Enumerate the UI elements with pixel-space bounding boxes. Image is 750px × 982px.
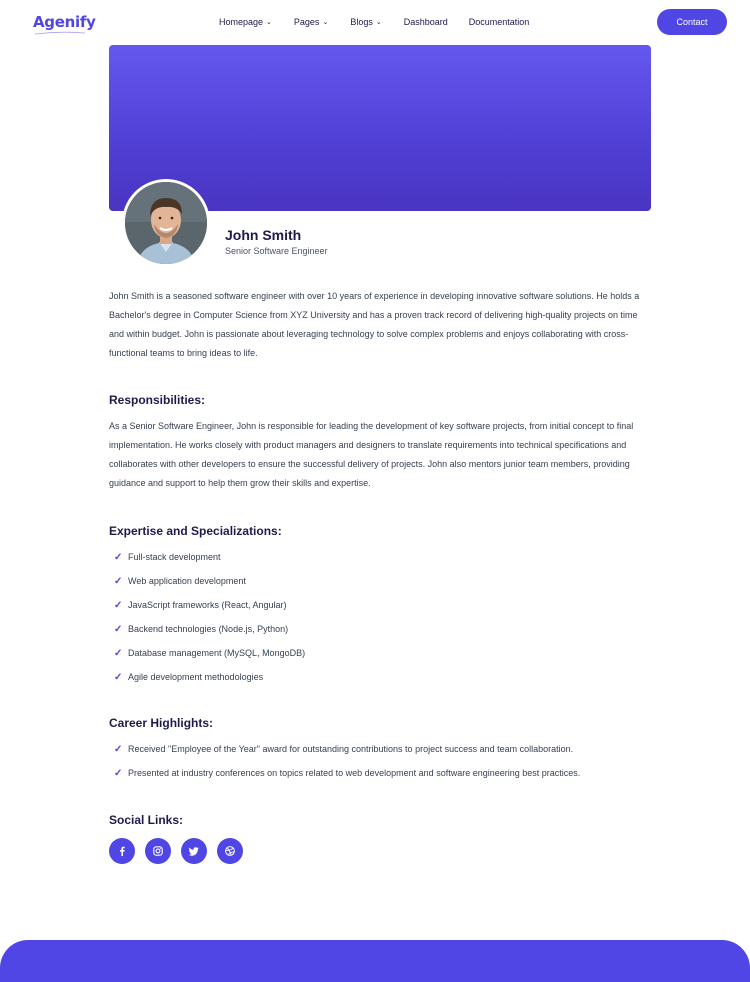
nav-label: Documentation bbox=[468, 17, 530, 27]
list-item-text: JavaScript frameworks (React, Angular) bbox=[128, 600, 287, 610]
person-portrait-icon bbox=[125, 182, 207, 264]
twitter-icon bbox=[188, 845, 200, 857]
profile-photo bbox=[125, 182, 207, 264]
facebook-icon bbox=[116, 845, 128, 857]
nav-pages[interactable] bbox=[294, 17, 328, 27]
responsibilities-text: As a Senior Software Engineer, John is responsible for leading the development of key software projects, from initial concept to final implementation. He works closely with product managers and designers to translate requirements into technical specifications and collaborates with other developers to ensure the successful delivery of projects. John also mentors junior team members, providing guidance and support to help them grow their skills and expertise. bbox=[109, 421, 634, 488]
list-item bbox=[114, 617, 305, 641]
chevron-down-icon: ⌄ bbox=[266, 19, 272, 26]
check-icon: ✓ bbox=[114, 743, 123, 755]
list-item-text: Full-stack development bbox=[128, 552, 221, 562]
list-item-text: Presented at industry conferences on topics related to web development and software engineering best practices. bbox=[128, 768, 581, 778]
check-icon: ✓ bbox=[114, 767, 123, 779]
contact-button[interactable]: Contact bbox=[657, 9, 727, 35]
list-item-text: Database management (MySQL, MongoDB) bbox=[128, 648, 306, 658]
list-item bbox=[114, 665, 305, 689]
list-item bbox=[114, 761, 580, 785]
profile-role: Senior Software Engineer bbox=[225, 246, 328, 256]
nav-documentation[interactable] bbox=[469, 17, 530, 27]
chevron-down-icon: ⌄ bbox=[375, 19, 382, 26]
nav-label: Dashboard bbox=[403, 17, 448, 27]
list-item bbox=[114, 569, 305, 593]
avatar bbox=[122, 179, 210, 267]
list-item bbox=[114, 593, 305, 617]
nav-label: Pages bbox=[293, 17, 320, 27]
chevron-down-icon: ⌄ bbox=[322, 19, 329, 26]
check-icon: ✓ bbox=[114, 599, 123, 611]
instagram-link[interactable] bbox=[145, 838, 171, 864]
site-header bbox=[0, 0, 750, 45]
highlights-list bbox=[114, 737, 580, 785]
facebook-link[interactable] bbox=[109, 838, 135, 864]
check-icon: ✓ bbox=[114, 551, 123, 563]
instagram-icon bbox=[152, 845, 164, 857]
nav-homepage[interactable] bbox=[219, 17, 272, 27]
dribbble-link[interactable] bbox=[217, 838, 243, 864]
section-title-social: Social Links: bbox=[109, 813, 184, 827]
profile-name: John Smith bbox=[225, 227, 302, 243]
check-icon: ✓ bbox=[114, 575, 123, 587]
nav-dashboard[interactable] bbox=[404, 17, 448, 27]
list-item bbox=[114, 641, 305, 665]
nav-blogs[interactable] bbox=[350, 17, 381, 27]
section-title-highlights: Career Highlights: bbox=[109, 716, 214, 730]
list-item-text: Web application development bbox=[128, 576, 246, 586]
twitter-link[interactable] bbox=[181, 838, 207, 864]
list-item-text: Received "Employee of the Year" award for outstanding contributions to project success and team collaboration. bbox=[128, 744, 574, 754]
check-icon: ✓ bbox=[114, 623, 123, 635]
list-item bbox=[114, 545, 305, 569]
list-item-text: Agile development methodologies bbox=[128, 672, 264, 682]
logo-swoosh bbox=[34, 31, 86, 35]
nav-label: Blogs bbox=[350, 17, 373, 27]
section-title-expertise: Expertise and Specializations: bbox=[109, 524, 282, 538]
list-item-text: Backend technologies (Node.js, Python) bbox=[128, 624, 289, 634]
social-links bbox=[109, 838, 243, 864]
check-icon: ✓ bbox=[114, 671, 123, 683]
main-nav bbox=[219, 17, 529, 27]
footer bbox=[0, 940, 750, 982]
dribbble-icon bbox=[224, 845, 236, 857]
section-title-responsibilities: Responsibilities: bbox=[109, 393, 206, 407]
profile-bio: John Smith is a seasoned software engineer with over 10 years of experience in developing innovative software solutions. He holds a Bachelor's degree in Computer Science from XYZ University and has a proven track record of delivering high-quality projects on time and within budget. John is passionate about leveraging technology to solve complex problems and enjoys collaborating with cross-functional teams to bring ideas to life. bbox=[109, 291, 640, 358]
expertise-list bbox=[114, 545, 305, 689]
check-icon: ✓ bbox=[114, 647, 123, 659]
nav-label: Homepage bbox=[219, 17, 264, 27]
logo[interactable]: Agenify bbox=[33, 13, 96, 31]
list-item bbox=[114, 737, 580, 761]
